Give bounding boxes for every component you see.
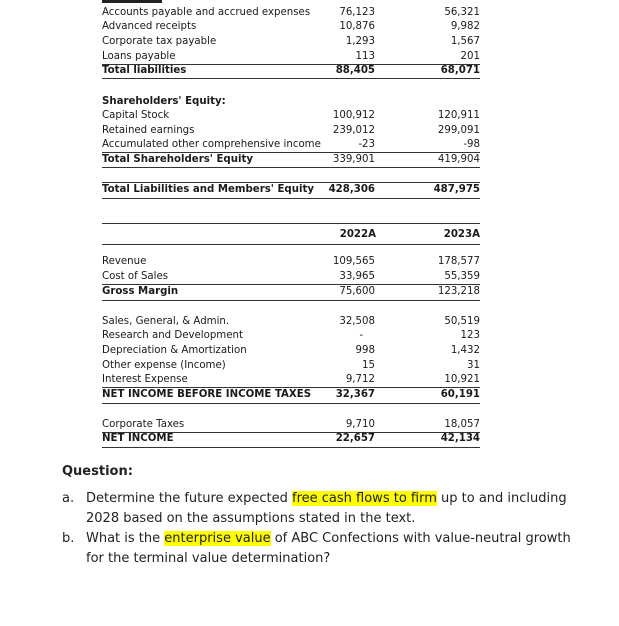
row-label: Interest Expense: [102, 374, 188, 385]
value-2022: 100,912: [332, 110, 375, 121]
highlighted-term: free cash flows to firm: [292, 491, 437, 506]
row-label: Total Shareholders' Equity: [102, 154, 253, 165]
value-2023: 123,218: [437, 286, 480, 297]
value-2022: 239,012: [332, 125, 375, 136]
value-2023: 68,071: [440, 65, 480, 76]
row-label: Sales, General, & Admin.: [102, 316, 230, 327]
value-2023: 50,519: [444, 316, 480, 327]
table-row: [102, 124, 480, 138]
value-2022: 32,508: [339, 316, 375, 327]
net-income-row: [102, 432, 480, 446]
value-2022: 75,600: [339, 286, 375, 297]
divider: [102, 78, 480, 79]
value-2023: 31: [467, 360, 480, 371]
value-2023: 10,921: [444, 374, 480, 385]
total-liabilities-row: [102, 64, 480, 78]
question-item-a: [62, 489, 582, 529]
row-label: Total Liabilities and Members' Equity: [102, 184, 314, 195]
table-row: [102, 20, 480, 34]
row-label: Revenue: [102, 256, 147, 267]
highlighted-term: enterprise value: [164, 531, 271, 546]
row-label: Corporate Taxes: [102, 419, 185, 430]
column-header-2022: 2022A: [339, 229, 376, 240]
row-label: Retained earnings: [102, 125, 195, 136]
row-label: Accumulated other comprehensive income: [102, 139, 321, 150]
row-label: Advanced receipts: [102, 21, 197, 32]
value-2023: 60,191: [440, 389, 480, 400]
divider: [102, 447, 480, 448]
value-2023: 18,057: [444, 419, 480, 430]
question-block: [62, 464, 582, 569]
value-2022: 22,657: [335, 433, 375, 444]
value-2023: 419,904: [437, 154, 480, 165]
row-label: Cost of Sales: [102, 271, 169, 282]
value-2022: 15: [362, 360, 375, 371]
row-label: Research and Development: [102, 330, 243, 341]
value-2023: 487,975: [433, 184, 480, 195]
value-2022: -: [359, 330, 363, 341]
taxes-row: [102, 418, 480, 432]
row-label: Gross Margin: [102, 286, 179, 297]
value-2022: -23: [358, 139, 375, 150]
question-title: Question:: [62, 464, 133, 479]
value-2023: 1,432: [450, 345, 480, 356]
value-2023: 55,359: [444, 271, 480, 282]
question-item-b: [62, 529, 582, 569]
equity-heading: Shareholders' Equity:: [102, 96, 226, 107]
divider: [102, 300, 480, 301]
question-text: of ABC Confections with value-neutral growth for the terminal value determination?: [86, 531, 571, 566]
table-row: [102, 50, 480, 64]
value-2022: 109,565: [332, 256, 375, 267]
table-row: [102, 138, 480, 152]
row-label: Accounts payable and accrued expenses: [102, 7, 311, 18]
row-label: Depreciation & Amortization: [102, 345, 247, 356]
table-row: [102, 109, 480, 123]
value-2023: 120,911: [437, 110, 480, 121]
divider: [102, 244, 480, 245]
value-2023: 178,577: [437, 256, 480, 267]
row-label: Total liabilities: [102, 65, 187, 76]
value-2022: 9,710: [345, 419, 375, 430]
table-row: [102, 6, 480, 20]
value-2022: 998: [355, 345, 375, 356]
divider: [102, 403, 480, 404]
value-2023: 201: [460, 51, 480, 62]
column-header-2023: 2023A: [443, 229, 480, 240]
value-2022: 1,293: [345, 36, 375, 47]
question-text: Determine the future expected: [86, 491, 293, 506]
table-row: [102, 35, 480, 49]
item-marker: a.: [62, 491, 75, 506]
value-2022: 33,965: [339, 271, 375, 282]
row-label: Other expense (Income): [102, 360, 226, 371]
row-label: Corporate tax payable: [102, 36, 217, 47]
total-equity-row: [102, 153, 480, 167]
row-label: NET INCOME: [102, 433, 174, 444]
value-2022: 428,306: [328, 184, 375, 195]
divider: [102, 167, 480, 168]
value-2022: 88,405: [335, 65, 375, 76]
value-2022: 113: [355, 51, 375, 62]
ebt-row: [102, 388, 480, 402]
da-row: [102, 344, 480, 358]
value-2023: 42,134: [440, 433, 480, 444]
gross-margin-row: [102, 285, 480, 299]
value-2022: 9,712: [345, 374, 375, 385]
value-2023: -98: [463, 139, 480, 150]
question-text: What is the: [86, 531, 165, 546]
interest-row: [102, 373, 480, 387]
revenue-row: [102, 255, 480, 269]
total-liabilities-equity-row: [102, 183, 480, 197]
value-2023: 299,091: [437, 125, 480, 136]
value-2023: 56,321: [444, 7, 480, 18]
row-label: Loans payable: [102, 51, 176, 62]
value-2022: 76,123: [339, 7, 375, 18]
cost-of-sales-row: [102, 270, 480, 284]
row-label: Capital Stock: [102, 110, 170, 121]
value-2022: 339,901: [332, 154, 375, 165]
section-heading: [102, 95, 480, 109]
sga-row: [102, 315, 480, 329]
value-2023: 1,567: [450, 36, 480, 47]
item-marker: b.: [62, 531, 75, 546]
divider: [102, 198, 480, 199]
divider: [102, 223, 480, 224]
value-2022: 10,876: [339, 21, 375, 32]
rnd-row: [102, 329, 480, 343]
value-2022: 32,367: [335, 389, 375, 400]
value-2023: 123: [460, 330, 480, 341]
value-2023: 9,982: [450, 21, 480, 32]
question-text: up to and including 2028 based on the assumptions stated in the text.: [86, 491, 567, 526]
row-label: NET INCOME BEFORE INCOME TAXES: [102, 389, 312, 400]
cropped-header-fragment: [102, 0, 162, 3]
other-expense-row: [102, 359, 480, 373]
